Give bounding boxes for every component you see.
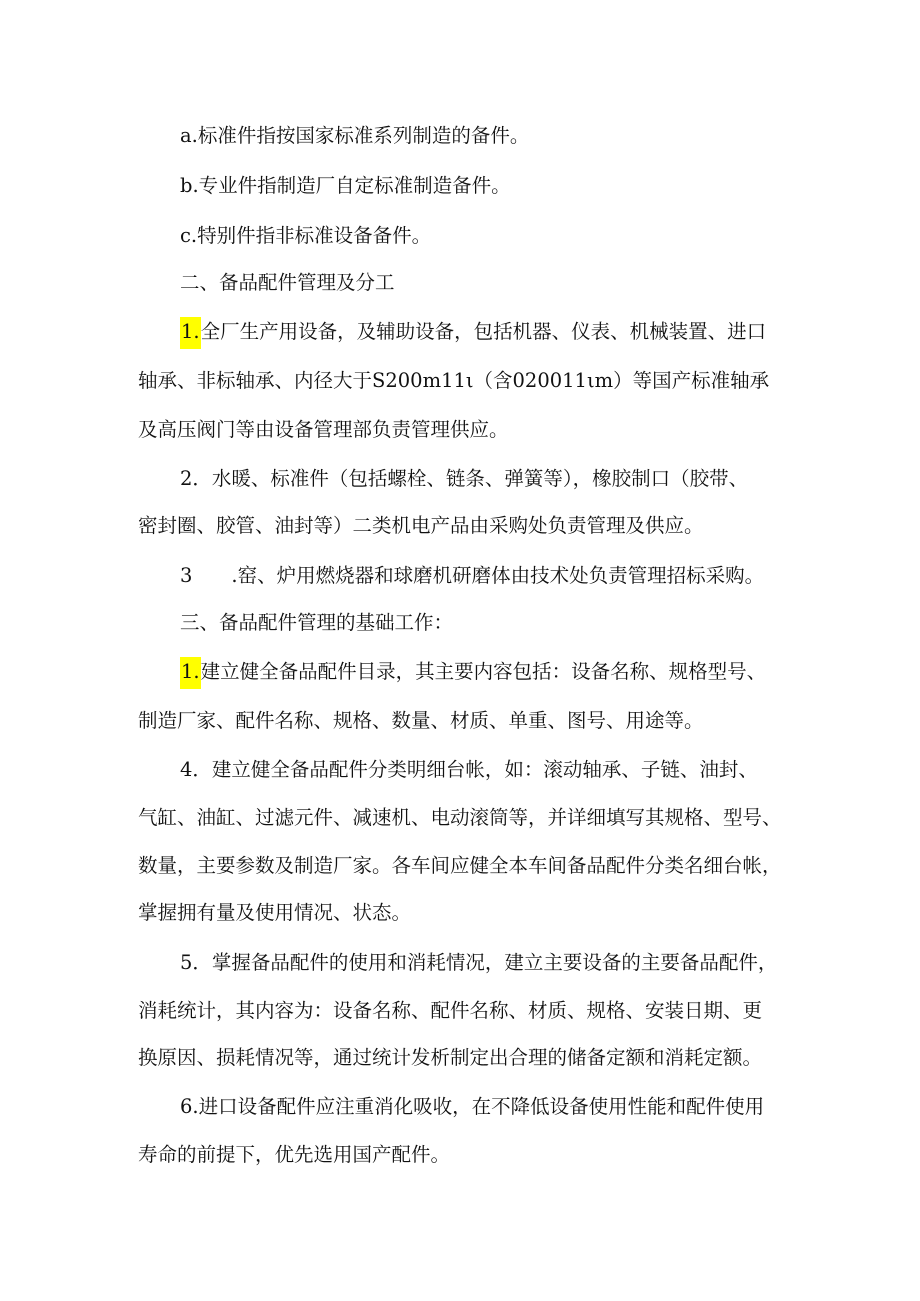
item-c: c.特别件指非标准设备备件。 bbox=[180, 224, 432, 247]
paragraph-text: 全厂生产用设备，及辅助设备，包括机器、仪表、机械装置、进口 bbox=[200, 320, 767, 343]
item-b: b.专业件指制造厂自定标准制造备件。 bbox=[180, 174, 511, 197]
section-heading-2: 二、备品配件管理及分工 bbox=[180, 271, 395, 294]
paragraph-3-6-line-2: 寿命的前提下，优先选用国产配件。 bbox=[138, 1143, 451, 1166]
paragraph-3-1-line-2: 制造厂家、配件名称、规格、数量、材质、单重、图号、用途等。 bbox=[138, 709, 704, 732]
paragraph-3-4-line-1: 4．建立健全备品配件分类明细台帐，如：滚动轴承、子链、油封、 bbox=[180, 758, 758, 781]
paragraph-3-4-line-4: 掌握拥有量及使用情况、状态。 bbox=[138, 901, 412, 924]
section-heading-3: 三、备品配件管理的基础工作： bbox=[180, 611, 454, 634]
paragraph-3-5-line-3: 换原因、损耗情况等，通过统计发析制定出合理的储备定额和消耗定额。 bbox=[138, 1046, 763, 1069]
paragraph-2-1-line-1 bbox=[180, 317, 766, 347]
highlighted-number: 1. bbox=[180, 317, 201, 349]
paragraph-text: 建立健全备品配件目录，其主要内容包括：设备名称、规格型号、 bbox=[200, 660, 767, 683]
paragraph-3-1-line-1 bbox=[180, 657, 766, 687]
paragraph-3-4-line-3: 数量，主要参数及制造厂家。各车间应健全本车间备品配件分类名细台帐， bbox=[138, 854, 782, 877]
paragraph-3-4-line-2: 气缸、油缸、过滤元件、减速机、电动滚筒等，并详细填写其规格、型号、 bbox=[138, 806, 782, 829]
paragraph-3-5-line-1: 5．掌握备品配件的使用和消耗情况，建立主要设备的主要备品配件， bbox=[180, 951, 778, 974]
paragraph-2-1-line-3: 及高压阀门等由设备管理部负责管理供应。 bbox=[138, 418, 509, 441]
item-a: a.标准件指按国家标准系列制造的备件。 bbox=[180, 124, 530, 147]
paragraph-3-5-line-2: 消耗统计，其内容为：设备名称、配件名称、材质、规格、安装日期、更 bbox=[138, 999, 763, 1022]
paragraph-3-6-line-1: 6.进口设备配件应注重消化吸收，在不降低设备使用性能和配件使用 bbox=[180, 1095, 765, 1118]
paragraph-2-2-line-1: 2．水暖、标准件（包括螺栓、链条、弹簧等），橡胶制口（胶带、 bbox=[180, 467, 749, 490]
paragraph-2-2-line-2: 密封圈、胶管、油封等）二类机电产品由采购处负责管理及供应。 bbox=[138, 514, 704, 537]
paragraph-2-3: 3 .窑、炉用燃烧器和球磨机研磨体由技术处负责管理招标采购。 bbox=[180, 564, 765, 587]
paragraph-2-1-line-2: 轴承、非标轴承、内径大于S200m11ι（含020011ιm）等国产标准轴承 bbox=[138, 369, 770, 392]
highlighted-number: 1. bbox=[180, 657, 201, 689]
